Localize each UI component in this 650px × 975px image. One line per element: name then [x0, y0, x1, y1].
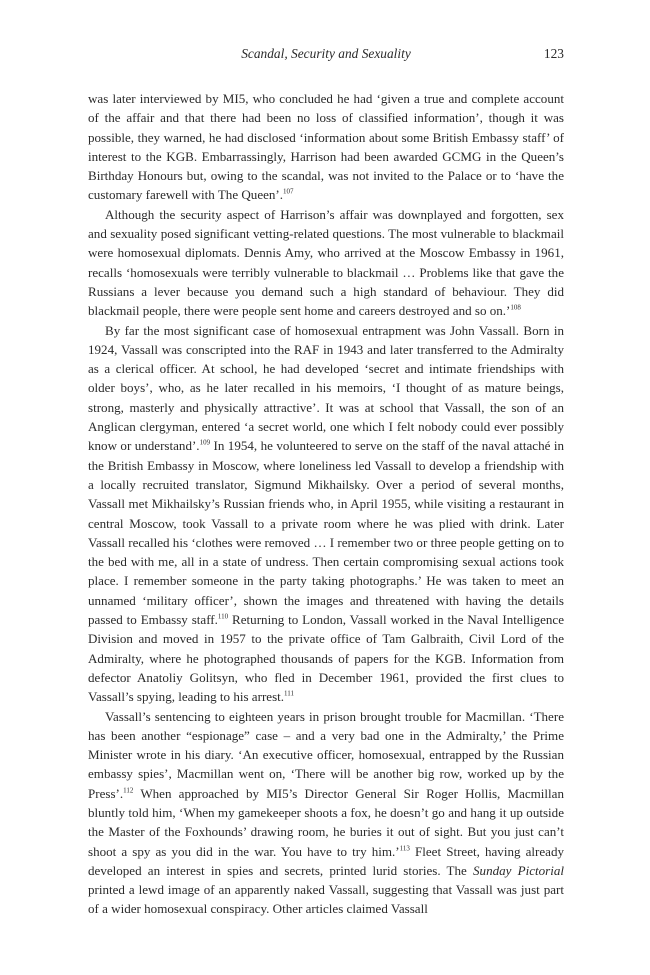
page-number: 123: [543, 46, 564, 61]
footnote-marker: 110: [217, 612, 229, 621]
footnote-marker: 109: [199, 439, 211, 447]
footnote-marker: 111: [284, 689, 295, 698]
footnote-marker: 107: [283, 188, 294, 197]
paragraph: [88, 205, 564, 321]
text-run: Returning to London, Vassall worked in the Naval Intelligence Division and moved in 1957 to the private office of Tam Galbraith, Civil Lord of the Admiralty, where he photographed thousands of papers for the KGB. Information from defector Anatoliy Golitsyn, who fled in December 1961, provided the first clues to Vassall’s spying, leading to his arrest.: [88, 612, 564, 705]
text-run: Fleet Street, having already developed an interest in spies and secrets, printed lurid stories. The: [88, 843, 564, 878]
text-run: printed a lewd image of an apparently naked Vassall, suggesting that Vassall was just part of a wider homosexual conspiracy. Other articles claimed Vassall: [88, 882, 564, 917]
paragraph: [88, 707, 564, 919]
paragraph: [88, 89, 564, 205]
text-run: was later interviewed by MI5, who concluded he had ‘given a true and complete account of the affair and that there had been no loss of classified information’, though it was possible, they warned, he had disclosed ‘information about some British Embassy staff’ of interest to the KGB. Embarrassingly, Harrison had been awarded GCMG in the Queen’s Birthday Honours but, owing to the scandal, was not invited to the Palace or to ‘have the customary farewell with The Queen’.: [88, 91, 564, 203]
text-run: In 1954, he volunteered to serve on the staff of the naval attaché in the British Embassy in Moscow, where loneliness led Vassall to develop a friendship with a locally recruited translator, Sigmund Mikhailsky. Over a period of several months, Vassall met Mikhailsky’s Russian friends who, in April 1955, while visiting a restaurant in central Moscow, took Vassall to a private room where he was plied with drink. Later Vassall recalled his ‘clothes were removed … I remember two or three people getting on to the bed with me, all in a state of undress. Then certain compromising sexual actions took place. I remember someone in the party taking photographs.’ He was taken to meet an unnamed ‘military officer’, shown the images and threatened with having the details passed to Embassy staff.: [88, 438, 564, 628]
body-text: [88, 89, 564, 919]
text-run: Vassall’s sentencing to eighteen years in prison brought trouble for Macmillan. ‘There has been another “espionage” case – and a very bad one in the Admiralty,’ the Prime Minister wrote in his diary. ‘An executive officer, homosexual, entrapped by the Russian embassy spies’, Macmillan went on, ‘There will be another big row, worked up by the Press’.: [88, 708, 564, 801]
text-run: By far the most significant case of homosexual entrapment was John Vassall. Born in 1924, Vassall was conscripted into the RAF in 1943 and later transferred to the Admiralty as a clerical officer. At school, he had developed ‘secret and intimate friendships with older boys’, who, as he later recalled in his memoirs, ‘I thought of as mature beings, strong, masterly and physically attractive’. It was at school that Vassall, the son of an Anglican clergyman, entered ‘a secret world, one which I felt nobody could ever possibly know or understand’.: [88, 322, 564, 454]
italic-title: Sunday Pictorial: [473, 862, 564, 878]
paragraph: [88, 321, 564, 707]
running-title: Scandal, Security and Sexuality: [241, 46, 411, 61]
text-run: Although the security aspect of Harrison’s affair was downplayed and forgotten, sex and sexuality posed significant vetting-related questions. The most vulnerable to blackmail were homosexual diplomats. Dennis Amy, who arrived at the Moscow Embassy in 1961, recalls ‘homosexuals were terribly vulnerable to blackmail … Problems like that gave the Russians a lever because you demand such a high standard of behaviour. They did blackmail people, there were people sent home and careers destroyed and so on.’: [88, 206, 564, 319]
text-run: When approached by MI5’s Director General Sir Roger Hollis, Macmillan bluntly told him, ‘When my gamekeeper shoots a fox, he doesn’t go and hang it up outside the Master of the Foxhounds’ drawing room, he buries it out of sight. But you just can’t shoot a spy as you did in the war. You have to try him.’: [88, 785, 564, 859]
footnote-marker: 113: [399, 844, 410, 853]
footnote-marker: 112: [123, 786, 134, 795]
footnote-marker: 108: [510, 303, 521, 312]
